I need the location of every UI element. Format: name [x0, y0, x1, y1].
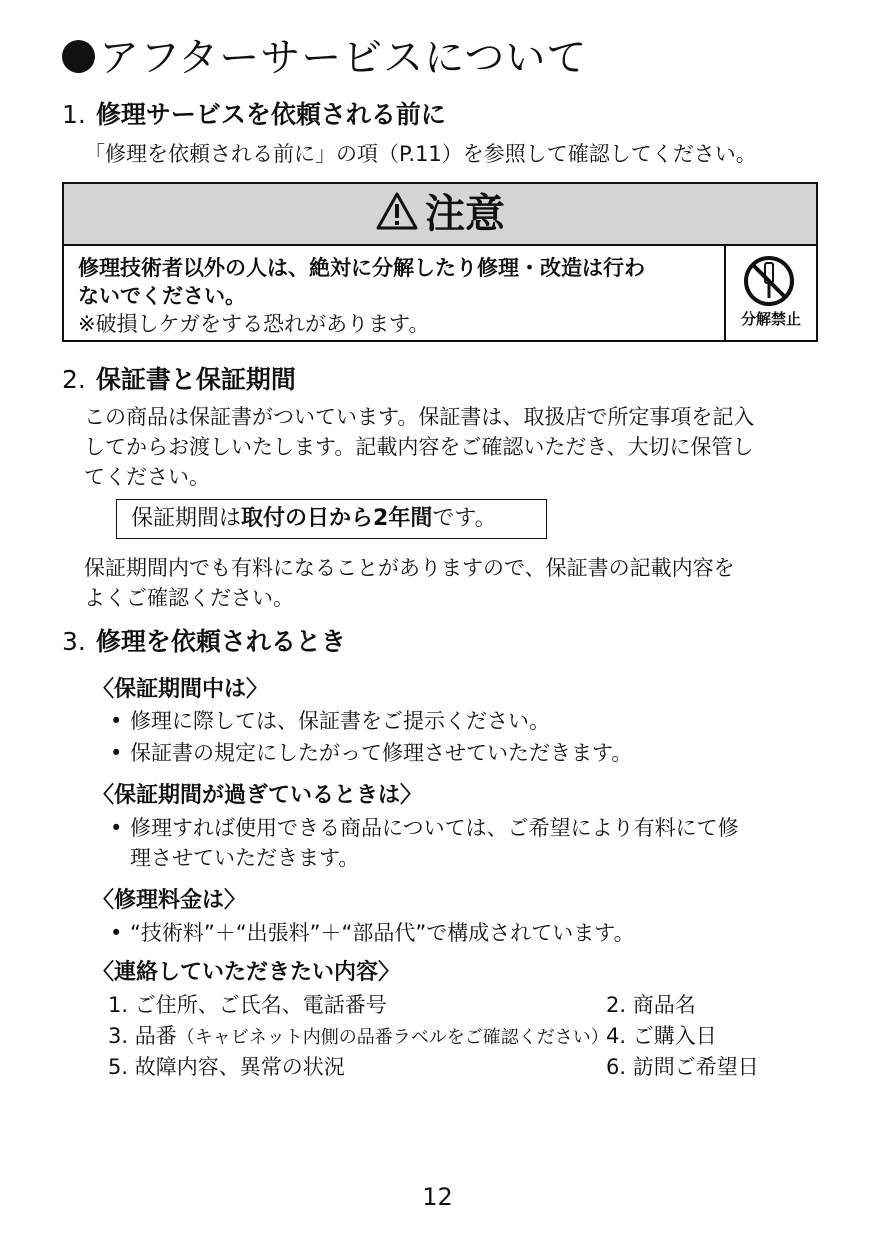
sub-heading-under-warranty: 〈保証期間中は〉	[92, 677, 269, 702]
contact-item-4: 4. ご購入日	[606, 1024, 717, 1048]
contact-item-3: 3. 品番（キャビネット内側の品番ラベルをご確認ください）	[108, 1024, 609, 1048]
warranty-period-emphasis: 取付の日から2年間	[241, 506, 433, 531]
section-2-line-3: てください。	[84, 465, 210, 489]
sub-heading-repair-fee: 〈修理料金は〉	[92, 888, 247, 913]
list-item: • 保証書の規定にしたがって修理させていただきます。	[110, 741, 633, 765]
contact-item-1: 1. ご住所、ご氏名、電話番号	[108, 993, 387, 1017]
caution-header	[64, 184, 816, 246]
section-2-after-line-1: 保証期間内でも有料になることがありますので、保証書の記載内容を	[84, 556, 735, 580]
contact-item-6: 6. 訪問ご希望日	[606, 1055, 759, 1079]
list-item: • 修理すれば使用できる商品については、ご希望により有料にて修	[110, 816, 739, 840]
contact-item-5: 5. 故障内容、異常の状況	[108, 1055, 345, 1079]
section-1-text: 「修理を依頼される前に」の項（P.11）を参照して確認してください。	[84, 142, 757, 166]
disassembly-prohibited-label: 分解禁止	[740, 310, 801, 328]
caution-warning-line-1: 修理技術者以外の人は、絶対に分解したり修理・改造は行わ	[78, 256, 645, 280]
list-item: • 修理に際しては、保証書をご提示ください。	[110, 709, 550, 733]
sub-heading-contact-info: 〈連絡していただきたい内容〉	[92, 960, 401, 985]
caution-warning-line-2: ないでください。	[78, 284, 246, 308]
bullet-circle-icon	[62, 40, 95, 73]
contact-item-3-note: （キャビネット内側の品番ラベルをご確認ください）	[176, 1027, 609, 1048]
section-2-line-1: この商品は保証書がついています。保証書は、取扱店で所定事項を記入	[84, 405, 755, 429]
caution-note: ※破損しケガをする恐れがあります。	[78, 312, 430, 336]
caution-box	[62, 182, 818, 342]
section-3-heading: 3. 修理を依頼されるとき	[62, 627, 346, 656]
warranty-period-box: 保証期間は取付の日から2年間です。	[116, 499, 547, 539]
section-2-after-line-2: よくご確認ください。	[84, 586, 294, 610]
caution-title: 注意	[64, 188, 816, 240]
sub-heading-after-warranty: 〈保証期間が過ぎているときは〉	[92, 783, 423, 808]
page-number: 12	[422, 1183, 453, 1211]
no-disassembly-icon	[742, 254, 796, 308]
disassembly-prohibited-cell	[724, 244, 816, 340]
section-1-heading: 1. 修理サービスを依頼される前に	[62, 100, 446, 129]
list-item: • “技術料”＋“出張料”＋“部品代”で構成されています。	[110, 921, 635, 945]
page-title: アフターサービスについて	[62, 32, 587, 84]
list-item-continuation: 理させていただきます。	[130, 846, 360, 870]
caution-body	[78, 254, 728, 338]
section-2-line-2: してからお渡しいたします。記載内容をご確認いただき、大切に保管し	[84, 435, 754, 459]
contact-item-2: 2. 商品名	[606, 993, 696, 1017]
section-2-heading: 2. 保証書と保証期間	[62, 365, 296, 394]
warning-triangle-icon	[375, 191, 419, 231]
